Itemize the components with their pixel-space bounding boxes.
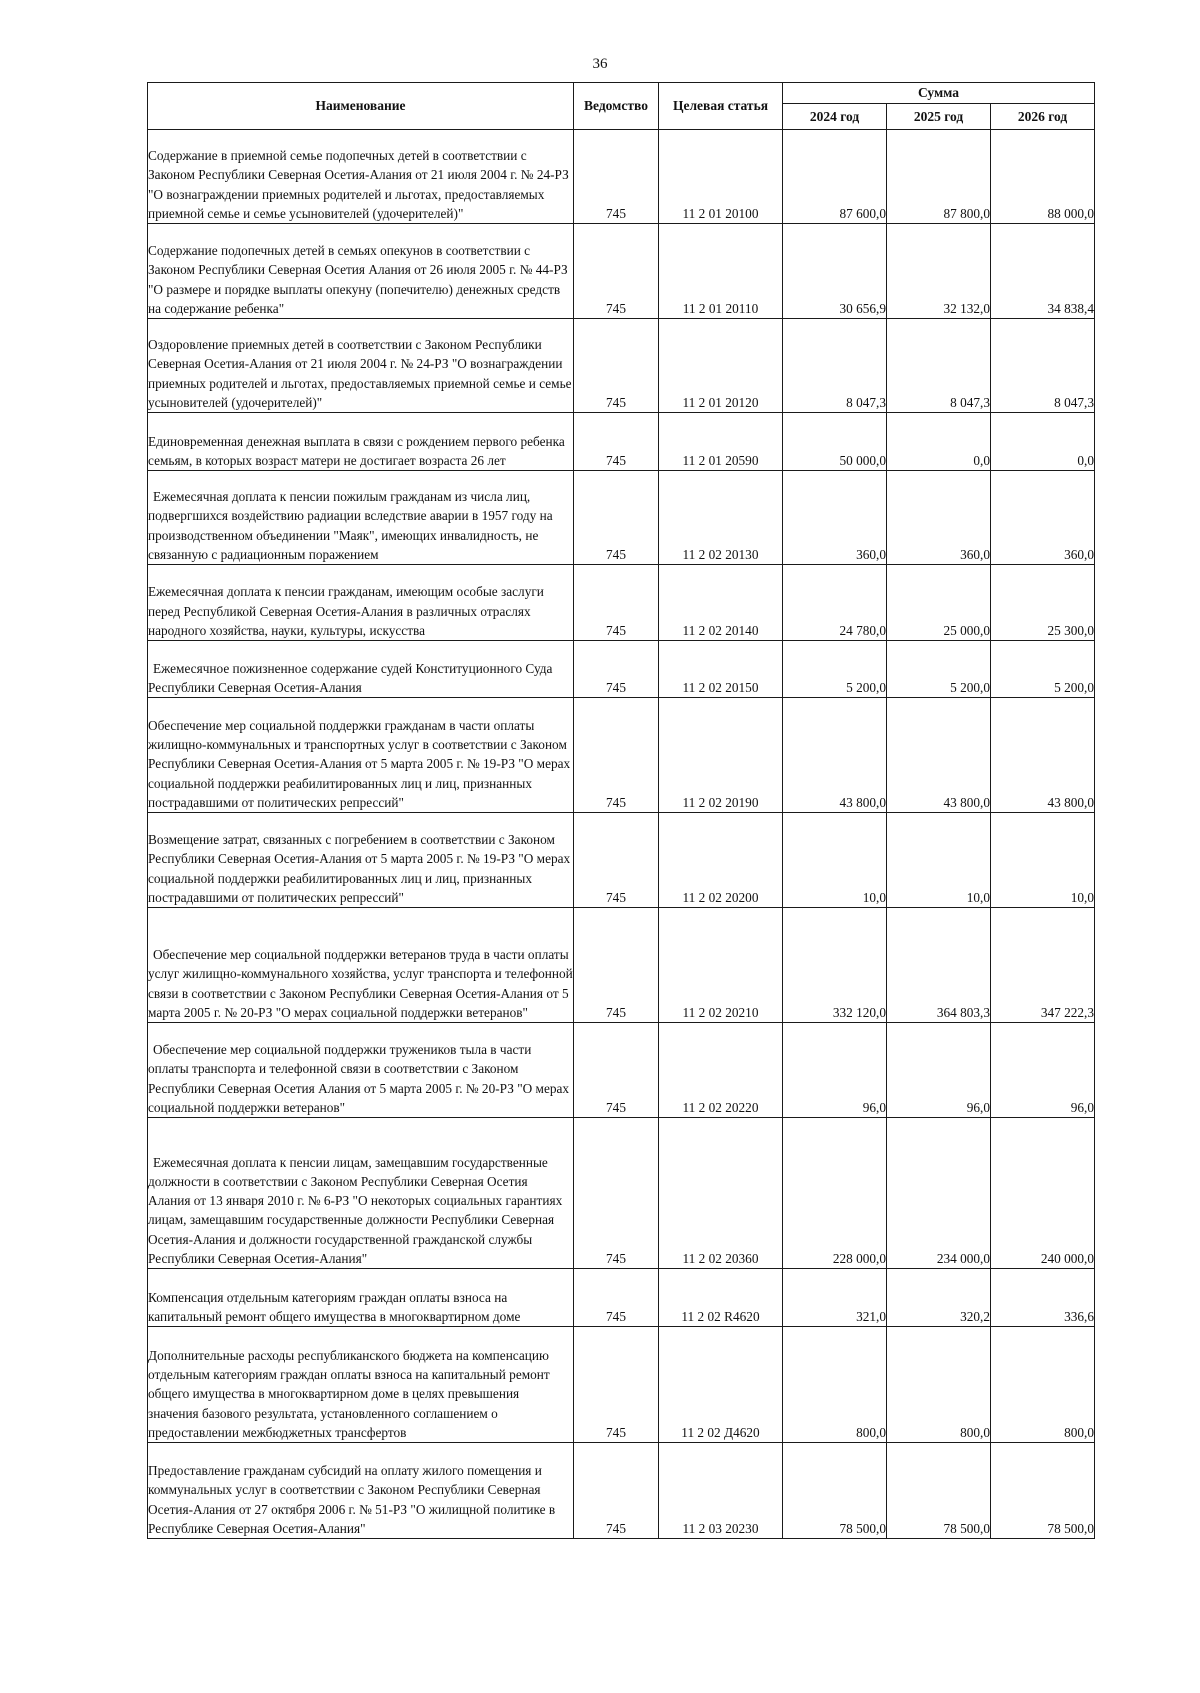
table-row [148, 413, 1095, 471]
row-vedomstvo: 745 [574, 224, 659, 319]
row-vedomstvo: 745 [574, 413, 659, 471]
row-sum-2024: 50 000,0 [783, 413, 887, 471]
row-vedomstvo: 745 [574, 1023, 659, 1118]
row-tselevaya: 11 2 02 20140 [659, 565, 783, 641]
table-row [148, 1118, 1095, 1269]
row-vedomstvo: 745 [574, 1327, 659, 1443]
row-sum-2025: 10,0 [887, 813, 991, 908]
row-vedomstvo: 745 [574, 565, 659, 641]
row-tselevaya: 11 2 02 20150 [659, 641, 783, 698]
table-row [148, 698, 1095, 813]
row-tselevaya: 11 2 01 20590 [659, 413, 783, 471]
row-name: Оздоровление приемных детей в соответствии с Законом Республики Северная Осетия-Алания от 21 июля 2004 г. № 24-РЗ "О вознаграждении приемных родителей и льготах, предоставляемых приемной семье и семье усыновителей (удочерителей)" [148, 319, 574, 413]
row-sum-2026: 5 200,0 [991, 641, 1095, 698]
row-sum-2025: 364 803,3 [887, 908, 991, 1023]
row-sum-2026: 336,6 [991, 1269, 1095, 1327]
row-sum-2026: 240 000,0 [991, 1118, 1095, 1269]
table-row [148, 319, 1095, 413]
row-sum-2024: 87 600,0 [783, 130, 887, 224]
row-sum-2025: 32 132,0 [887, 224, 991, 319]
row-tselevaya: 11 2 02 20220 [659, 1023, 783, 1118]
row-sum-2025: 234 000,0 [887, 1118, 991, 1269]
row-sum-2025: 25 000,0 [887, 565, 991, 641]
row-sum-2025: 5 200,0 [887, 641, 991, 698]
row-tselevaya: 11 2 01 20100 [659, 130, 783, 224]
table-body [148, 130, 1095, 1539]
row-sum-2025: 800,0 [887, 1327, 991, 1443]
row-tselevaya: 11 2 02 20130 [659, 471, 783, 565]
row-sum-2024: 228 000,0 [783, 1118, 887, 1269]
row-tselevaya: 11 2 02 20360 [659, 1118, 783, 1269]
row-sum-2025: 96,0 [887, 1023, 991, 1118]
row-sum-2024: 332 120,0 [783, 908, 887, 1023]
row-sum-2024: 10,0 [783, 813, 887, 908]
row-sum-2024: 8 047,3 [783, 319, 887, 413]
row-tselevaya: 11 2 02 20210 [659, 908, 783, 1023]
column-header-2025: 2025 год [887, 104, 991, 130]
row-name: Возмещение затрат, связанных с погребением в соответствии с Законом Республики Северная Осетия-Алания от 5 марта 2005 г. № 19-РЗ "О мерах социальной поддержки реабилитированных лиц и лиц, признанных пострадавшими от политических репрессий" [148, 813, 574, 908]
row-tselevaya: 11 2 03 20230 [659, 1443, 783, 1539]
row-sum-2025: 320,2 [887, 1269, 991, 1327]
row-sum-2026: 347 222,3 [991, 908, 1095, 1023]
column-header-tselevaya: Целевая статья [659, 83, 783, 130]
row-sum-2025: 78 500,0 [887, 1443, 991, 1539]
row-vedomstvo: 745 [574, 130, 659, 224]
row-name: Ежемесячное пожизненное содержание судей Конституционного Суда Республики Северная Осетия-Алания [148, 641, 574, 698]
row-vedomstvo: 745 [574, 641, 659, 698]
row-sum-2024: 360,0 [783, 471, 887, 565]
row-tselevaya: 11 2 02 20190 [659, 698, 783, 813]
row-sum-2025: 360,0 [887, 471, 991, 565]
table-row [148, 1327, 1095, 1443]
column-header-2026: 2026 год [991, 104, 1095, 130]
table-row [148, 1269, 1095, 1327]
row-name: Обеспечение мер социальной поддержки гражданам в части оплаты жилищно-коммунальных и транспортных услуг в соответствии с Законом Республики Северная Осетия-Алания от 5 марта 2005 г. № 19-РЗ "О мерах социальной поддержки реабилитированных лиц и лиц, признанных пострадавшими от политических репрессий" [148, 698, 574, 813]
row-vedomstvo: 745 [574, 698, 659, 813]
row-sum-2025: 43 800,0 [887, 698, 991, 813]
row-name: Обеспечение мер социальной поддержки тружеников тыла в части оплаты транспорта и телефонной связи в соответствии с Законом Республики Северная Осетия Алания от 5 марта 2005 г. № 20-РЗ "О мерах социальной поддержки ветеранов" [148, 1023, 574, 1118]
row-sum-2024: 5 200,0 [783, 641, 887, 698]
row-vedomstvo: 745 [574, 319, 659, 413]
row-tselevaya: 11 2 01 20120 [659, 319, 783, 413]
row-vedomstvo: 745 [574, 471, 659, 565]
table-header [148, 83, 1095, 130]
table-row [148, 224, 1095, 319]
row-sum-2026: 25 300,0 [991, 565, 1095, 641]
column-header-vedomstvo: Ведомство [574, 83, 659, 130]
row-sum-2024: 800,0 [783, 1327, 887, 1443]
table-row [148, 565, 1095, 641]
column-header-2024: 2024 год [783, 104, 887, 130]
row-vedomstvo: 745 [574, 1443, 659, 1539]
row-sum-2024: 96,0 [783, 1023, 887, 1118]
row-sum-2024: 30 656,9 [783, 224, 887, 319]
column-header-summa: Сумма [783, 83, 1095, 104]
row-name: Ежемесячная доплата к пенсии гражданам, имеющим особые заслуги перед Республикой Северная Осетия-Алания в различных отраслях народного хозяйства, науки, культуры, искусства [148, 565, 574, 641]
row-name: Предоставление гражданам субсидий на оплату жилого помещения и коммунальных услуг в соответствии с Законом Республики Северная Осетия-Алания от 27 октября 2006 г. № 51-РЗ "О жилищной политике в Республике Северная Осетия-Алания" [148, 1443, 574, 1539]
column-header-name: Наименование [148, 83, 574, 130]
row-name: Содержание подопечных детей в семьях опекунов в соответствии с Законом Республики Северная Осетия Алания от 26 июля 2005 г. № 44-РЗ "О размере и порядке выплаты опекуну (попечителю) денежных средств на содержание ребенка" [148, 224, 574, 319]
row-name: Ежемесячная доплата к пенсии пожилым гражданам из числа лиц, подвергшихся воздействию радиации вследствие аварии в 1957 году на производственном объединении "Маяк", имеющих инвалидность, не связанную с радиационным поражением [148, 471, 574, 565]
row-tselevaya: 11 2 02 R4620 [659, 1269, 783, 1327]
row-sum-2025: 87 800,0 [887, 130, 991, 224]
budget-table [147, 82, 1095, 1539]
table-row [148, 1443, 1095, 1539]
row-name: Дополнительные расходы республиканского бюджета на компенсацию отдельным категориям граждан оплаты взноса на капитальный ремонт общего имущества в многоквартирном доме в целях превышения значения базового результата, установленного соглашением о предоставлении межбюджетных трансфертов [148, 1327, 574, 1443]
row-sum-2026: 0,0 [991, 413, 1095, 471]
table-row [148, 471, 1095, 565]
row-tselevaya: 11 2 01 20110 [659, 224, 783, 319]
row-sum-2024: 321,0 [783, 1269, 887, 1327]
row-sum-2024: 78 500,0 [783, 1443, 887, 1539]
row-sum-2026: 88 000,0 [991, 130, 1095, 224]
row-name: Компенсация отдельным категориям граждан оплаты взноса на капитальный ремонт общего имущества в многоквартирном доме [148, 1269, 574, 1327]
row-name: Обеспечение мер социальной поддержки ветеранов труда в части оплаты услуг жилищно-коммунального хозяйства, услуг транспорта и телефонной связи в соответствии с Законом Республики Северная Осетия-Алания от 5 марта 2005 г. № 20-РЗ "О мерах социальной поддержки ветеранов" [148, 908, 574, 1023]
row-sum-2024: 24 780,0 [783, 565, 887, 641]
row-sum-2024: 43 800,0 [783, 698, 887, 813]
row-sum-2026: 43 800,0 [991, 698, 1095, 813]
table-row [148, 130, 1095, 224]
table-row [148, 641, 1095, 698]
table-row [148, 1023, 1095, 1118]
table-row [148, 908, 1095, 1023]
row-sum-2026: 800,0 [991, 1327, 1095, 1443]
row-sum-2025: 0,0 [887, 413, 991, 471]
row-vedomstvo: 745 [574, 1269, 659, 1327]
row-sum-2025: 8 047,3 [887, 319, 991, 413]
row-name: Ежемесячная доплата к пенсии лицам, замещавшим государственные должности в соответствии с Законом Республики Северная Осетия Алания от 13 января 2010 г. № 6-РЗ "О некоторых социальных гарантиях лицам, замещавшим государственные должности Республики Северная Осетия-Алания и должности государственной гражданской службы Республики Северная Осетия-Алания" [148, 1118, 574, 1269]
row-tselevaya: 11 2 02 20200 [659, 813, 783, 908]
row-name: Содержание в приемной семье подопечных детей в соответствии с Законом Республики Северная Осетия-Алания от 21 июля 2004 г. № 24-РЗ "О вознаграждении приемных родителей и льготах, предоставляемых приемной семье и семье усыновителей (удочерителей)" [148, 130, 574, 224]
table-row [148, 813, 1095, 908]
row-vedomstvo: 745 [574, 813, 659, 908]
row-sum-2026: 10,0 [991, 813, 1095, 908]
row-vedomstvo: 745 [574, 908, 659, 1023]
row-sum-2026: 34 838,4 [991, 224, 1095, 319]
row-vedomstvo: 745 [574, 1118, 659, 1269]
row-sum-2026: 96,0 [991, 1023, 1095, 1118]
page-number: 36 [592, 56, 608, 72]
row-tselevaya: 11 2 02 Д4620 [659, 1327, 783, 1443]
row-name: Единовременная денежная выплата в связи с рождением первого ребенка семьям, в которых возраст матери не достигает возраста 26 лет [148, 413, 574, 471]
row-sum-2026: 78 500,0 [991, 1443, 1095, 1539]
row-sum-2026: 8 047,3 [991, 319, 1095, 413]
row-sum-2026: 360,0 [991, 471, 1095, 565]
